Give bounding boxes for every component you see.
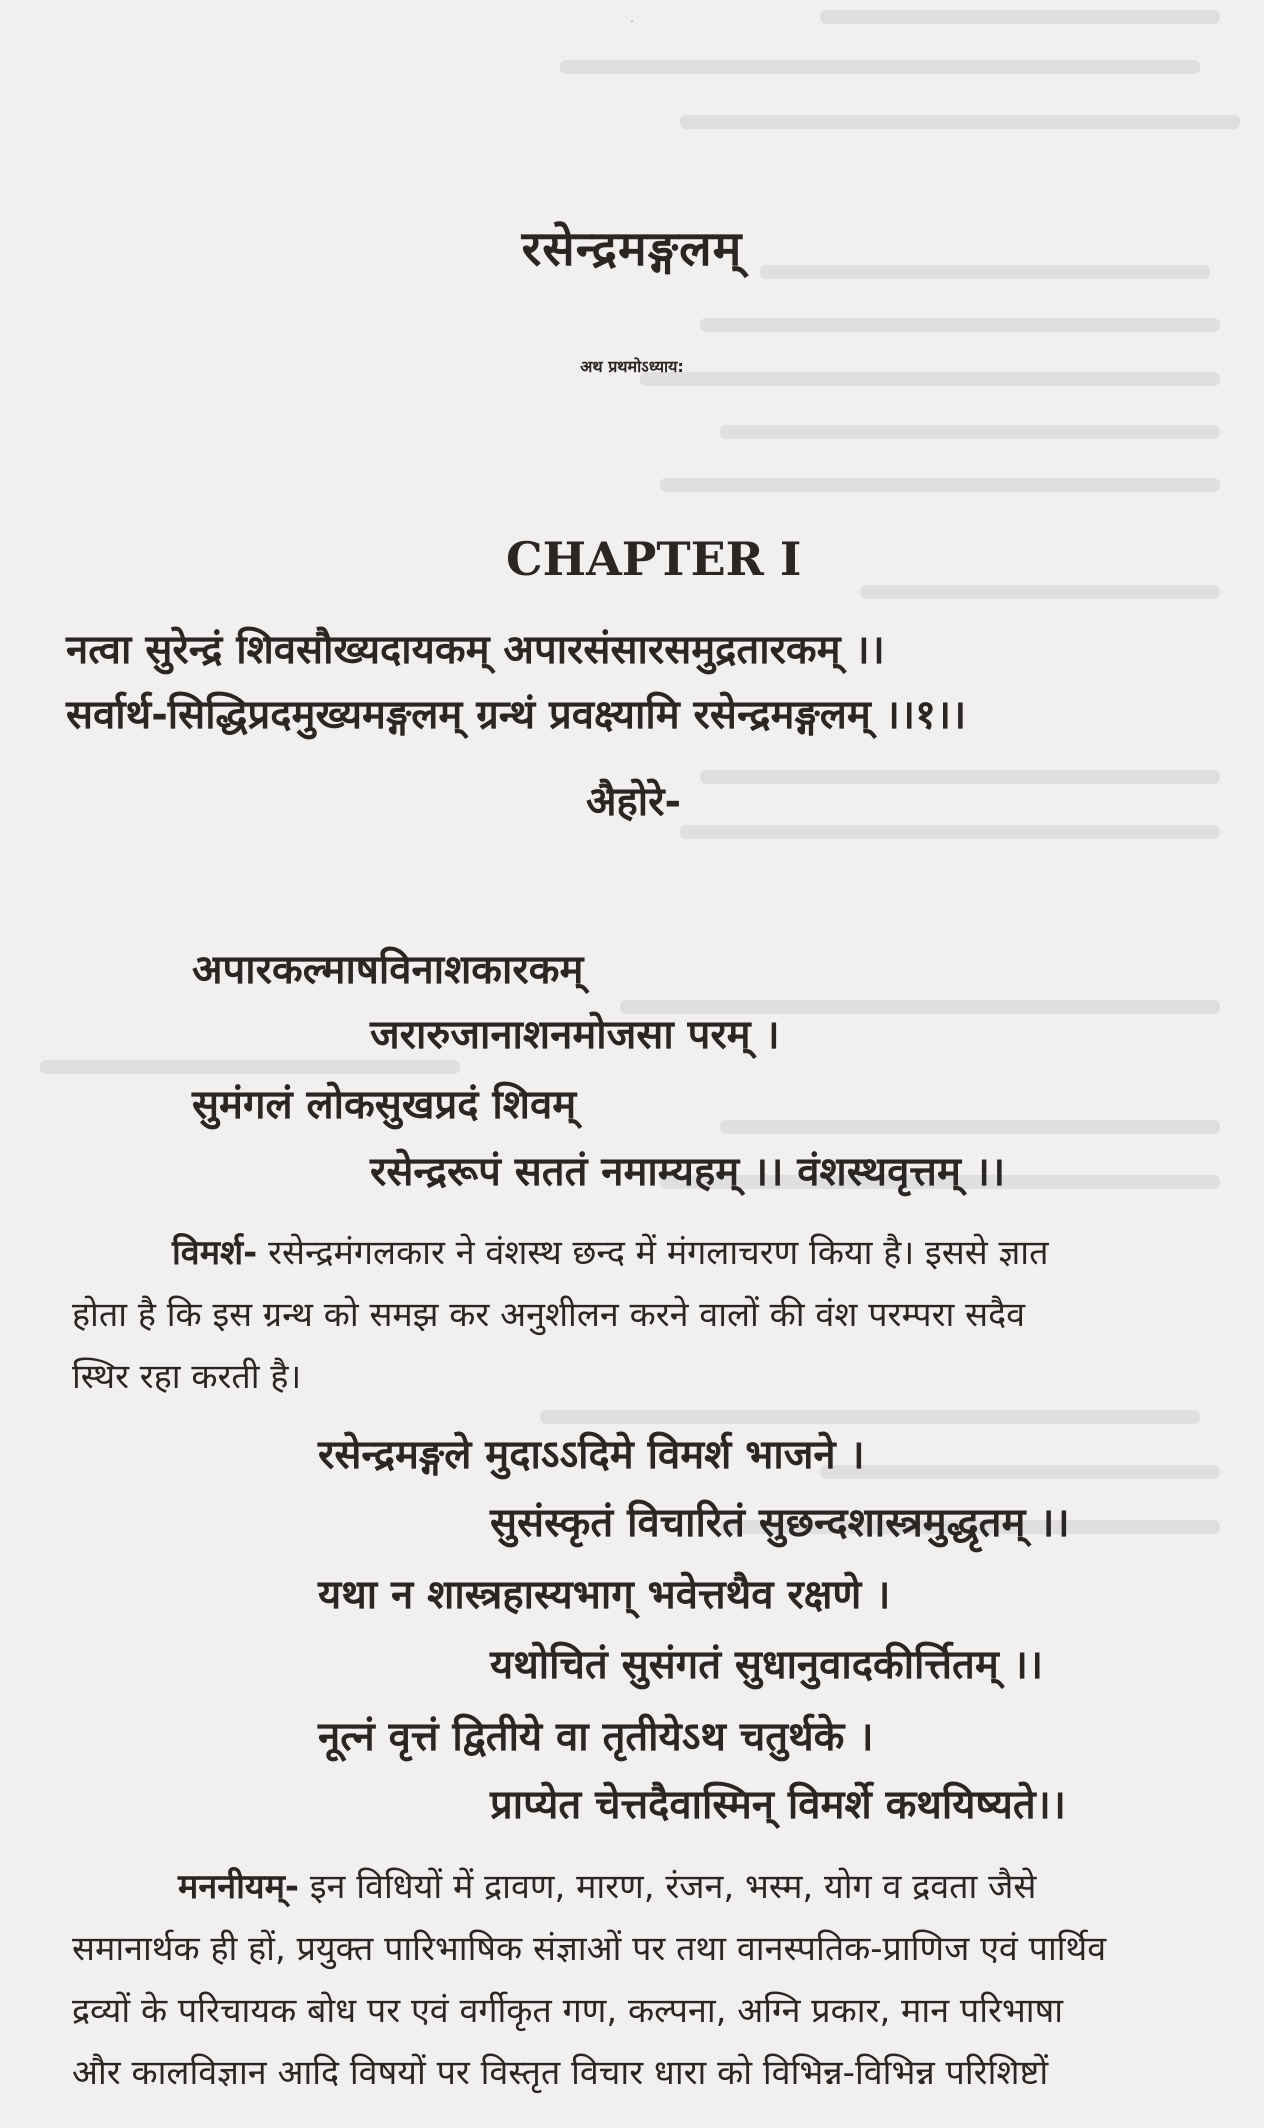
vimarsha-line: रसेन्द्रमंगलकार ने वंशस्थ छन्द में मंगलाचरण किया है। इससे ज्ञात [268,1233,1049,1273]
second-verse-line: यथा न शास्त्रहास्यभाग् भवेत्तथैव रक्षणे । [318,1572,891,1618]
manniyam-line: इन विधियों में द्रावण, मारण, रंजन, भस्म, योग व द्रवता जैसे [309,1867,1037,1907]
manniyam-label: मननीयम्- [178,1867,300,1907]
manniyam-line: और कालविज्ञान आदि विषयों पर विस्तृत विचार धारा को विभिन्न-विभिन्न परिशिष्टों [72,2053,1049,2093]
manniyam-line: समानार्थक ही हों, प्रयुक्त पारिभाषिक संज्ञाओं पर तथा वानस्पतिक-प्राणिज एवं पार्थिव [72,1929,1107,1969]
book-title: रसेन्द्रमङ्गलम् [521,221,743,277]
om-symbol: ॐ [631,21,633,23]
manniyam-line: द्रव्यों के परिचायक बोध पर एवं वर्गीकृत गण, कल्पना, अग्नि प्रकार, मान परिभाषा [72,1991,1064,2031]
vimarsha-paragraph [172,1228,1049,1274]
second-verse-line: प्राप्येत चेत्तदैवास्मिन् विमर्शे कथयिष्यते।। [490,1782,1066,1828]
second-verse-line: सुसंस्कृतं विचारितं सुछन्दशास्त्रमुद्धृतम् ।। [490,1500,1070,1546]
vimarsha-label: विमर्श- [172,1233,258,1273]
chapter-label: CHAPTER I [506,532,802,586]
mangala-verse-line: सुमंगलं लोकसुखप्रदं शिवम् [192,1082,577,1128]
opening-verse-line: सर्वार्थ-सिद्धिप्रदमुख्यमङ्गलम् ग्रन्थं प्रवक्ष्यामि रसेन्द्रमङ्गलम् ।।१।। [66,692,967,738]
second-verse-line: नूत्नं वृत्तं द्वितीये वा तृतीयेऽथ चतुर्थके । [318,1714,874,1760]
section-head: अैहोरे- [586,779,682,825]
chapter-heading: अथ प्रथमोऽध्याय: [580,357,684,376]
mangala-verse-line: अपारकल्माषविनाशकारकम् [192,947,584,993]
vimarsha-line: स्थिर रहा करती है। [72,1357,302,1397]
mangala-verse-line: रसेन्द्ररूपं सततं नमाम्यहम् ।। वंशस्थवृत्तम् ।। [370,1149,1006,1195]
mangala-verse-line: जरारुजानाशनमोजसा परम् । [370,1012,780,1058]
opening-verse-line: नत्वा सुरेन्द्रं शिवसौख्यदायकम् अपारसंसारसमुद्रतारकम् ।। [66,627,885,673]
manniyam-paragraph [178,1862,1036,1908]
vimarsha-line: होता है कि इस ग्रन्थ को समझ कर अनुशीलन करने वालों की वंश परम्परा सदैव [72,1295,1026,1335]
second-verse-line: रसेन्द्रमङ्गले मुदाऽऽदिमे विमर्श भाजने । [318,1432,865,1478]
second-verse-line: यथोचितं सुसंगतं सुधानुवादकीर्त्तितम् ।। [490,1642,1044,1688]
